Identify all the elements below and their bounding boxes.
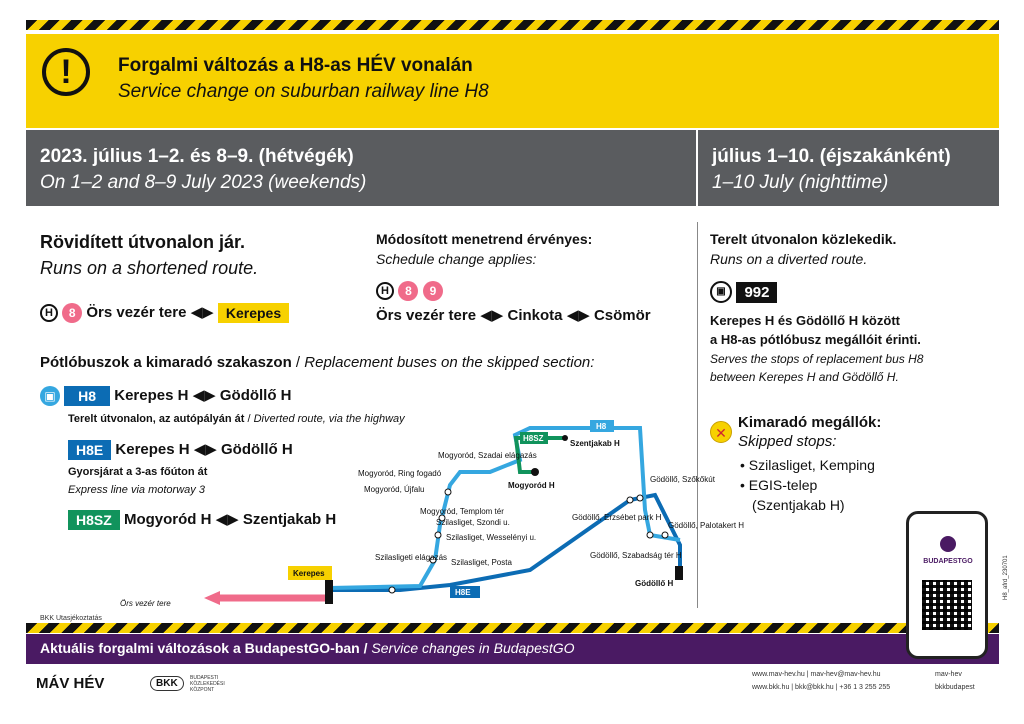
line-chip-h8e: H8E bbox=[68, 440, 111, 460]
shortened-en: Runs on a shortened route. bbox=[40, 258, 259, 278]
qr-code[interactable] bbox=[922, 580, 972, 630]
route-from: Örs vezér tere bbox=[86, 304, 187, 321]
map-label: H8 bbox=[596, 422, 607, 431]
schedule-en: Schedule change applies: bbox=[376, 251, 537, 267]
header-title-en: Service change on suburban railway line H8 bbox=[118, 81, 489, 102]
stop-ors: Örs vezér tere bbox=[376, 307, 477, 324]
note-h8e-hu: Gyorsjárat a 3-as főúton át bbox=[68, 466, 208, 478]
phone-graphic bbox=[906, 511, 988, 659]
header-title-hu: Forgalmi változás a H8-as HÉV vonalán bbox=[118, 55, 473, 76]
map-label: Gödöllő, Palotakert H bbox=[668, 521, 745, 530]
replacement-sep: / bbox=[295, 354, 301, 371]
map-label: Szilasliget, Wesselényi u. bbox=[446, 533, 537, 542]
line-badge-9: 9 bbox=[423, 281, 443, 301]
hazard-stripe-bottom bbox=[26, 623, 999, 633]
stop bbox=[647, 532, 653, 538]
map-label: Mogyoród H bbox=[508, 481, 555, 490]
night-desc-en-2: between Kerepes H and Gödöllő H. bbox=[710, 370, 899, 384]
arrow-icon: ◀▶ bbox=[566, 307, 590, 324]
stop-godollo bbox=[675, 566, 683, 580]
bkk-contacts[interactable]: www.bkk.hu | bkk@bkk.hu | +36 1 3 255 255 bbox=[752, 684, 891, 691]
stop bbox=[662, 532, 668, 538]
arrow-icon bbox=[204, 591, 220, 605]
night-bus bbox=[710, 281, 777, 303]
skipped-list bbox=[740, 455, 875, 515]
note-h8e-en: Express line via motorway 3 bbox=[68, 484, 205, 496]
route-h8: Kerepes H ◀▶ Gödöllő H bbox=[114, 387, 292, 404]
map-label: Mogyoród, Templom tér bbox=[420, 507, 504, 516]
schedule-hu: Módosított menetrend érvényes: bbox=[376, 231, 593, 247]
hazard-stripe-top bbox=[26, 20, 999, 30]
left-date-hu: 2023. július 1–2. és 8–9. (hétvégék) bbox=[40, 146, 354, 167]
night-desc-en-1: Serves the stops of replacement bus H8 bbox=[710, 352, 924, 366]
bus-icon: ▣ bbox=[40, 386, 60, 406]
hev-icon: H bbox=[40, 304, 58, 322]
arrow-icon: ◀▶ bbox=[480, 307, 504, 324]
h8e-route bbox=[330, 495, 680, 590]
stop bbox=[637, 495, 643, 501]
line-badge: 8 bbox=[62, 303, 82, 323]
stop-csomor: Csömör bbox=[593, 307, 651, 324]
stop-cinkota: Cinkota bbox=[507, 307, 563, 324]
skipped-icon: ✕ bbox=[710, 421, 732, 443]
map-label: Szentjakab H bbox=[570, 439, 620, 448]
schedule-route bbox=[376, 306, 651, 324]
schedule-lines bbox=[376, 281, 443, 301]
note-h8: Terelt útvonalon, az autópályán át / Diverted route, via the highway bbox=[68, 413, 405, 425]
map-label: Szilasliget, Posta bbox=[451, 558, 512, 567]
map-label: Mogyoród, Szadai elágazás bbox=[438, 451, 537, 460]
mav-social[interactable]: mav-hev bbox=[935, 671, 962, 678]
bkk-logo: BKK bbox=[150, 676, 184, 691]
night-desc-hu-2: a H8-as pótlóbusz megállóit érinti. bbox=[710, 332, 921, 347]
shortened-hu: Rövidített útvonalon jár. bbox=[40, 232, 246, 252]
replacement-line-h8 bbox=[40, 386, 292, 406]
map-label: H8E bbox=[455, 588, 471, 597]
right-date-band bbox=[698, 130, 999, 206]
route-map bbox=[120, 410, 745, 610]
line-badge-8: 8 bbox=[398, 281, 418, 301]
map-label: Örs vezér tere bbox=[120, 599, 171, 608]
replacement-heading bbox=[40, 354, 594, 371]
map-label: Mogyoród, Ring fogadó bbox=[358, 469, 442, 478]
warning-icon: ! bbox=[42, 48, 90, 96]
night-desc-hu-1: Kerepes H és Gödöllő H között bbox=[710, 313, 900, 328]
stop bbox=[562, 435, 568, 441]
left-date-en: On 1–2 and 8–9 July 2023 (weekends) bbox=[40, 172, 367, 193]
bkk-sub: BUDAPESTI KÖZLEKEDÉSI KÖZPONT bbox=[190, 675, 225, 693]
map-label: Szilasliget, Szondi u. bbox=[436, 518, 510, 527]
stop-kerepes bbox=[325, 580, 333, 604]
night-en: Runs on a diverted route. bbox=[710, 251, 868, 267]
map-label: Mogyoród, Újfalu bbox=[364, 485, 425, 494]
stop bbox=[627, 497, 633, 503]
footer-app-band bbox=[26, 634, 999, 664]
map-label: H8SZ bbox=[523, 434, 544, 443]
shortened-route bbox=[40, 303, 289, 323]
stop bbox=[435, 532, 441, 538]
replacement-hu: Pótlóbuszok a kimaradó szakaszon bbox=[40, 354, 292, 371]
skipped-hu: Kimaradó megállók: bbox=[738, 414, 882, 431]
bkk-social[interactable]: bkkbudapest bbox=[935, 684, 975, 691]
budapestgo-logo-icon bbox=[940, 536, 956, 552]
route-h8e: Kerepes H ◀▶ Gödöllő H bbox=[115, 441, 293, 458]
map-label: Gödöllő, Szőkőkút bbox=[650, 475, 715, 484]
budapestgo-label: BUDAPESTGO bbox=[923, 558, 973, 565]
map-credit: BKK Utasjékoztatás bbox=[40, 615, 102, 622]
line-chip-h8: H8 bbox=[64, 386, 110, 406]
map-label: Gödöllő, Szabadság tér H bbox=[590, 551, 682, 560]
stop bbox=[389, 587, 395, 593]
footer-app-text: Aktuális forgalmi változások a BudapestGO-ban / Service changes in BudapestGO bbox=[40, 640, 575, 656]
hev-icon: H bbox=[376, 282, 394, 300]
skipped-en: Skipped stops: bbox=[738, 433, 837, 450]
map-label: Gödöllő, Erzsébet park H bbox=[572, 513, 662, 522]
right-date-hu: július 1–10. (éjszakánként) bbox=[712, 146, 951, 167]
right-date-en: 1–10 July (nighttime) bbox=[712, 172, 889, 193]
route-h8sz: Mogyoród H ◀▶ Szentjakab H bbox=[123, 511, 337, 528]
stop bbox=[531, 468, 539, 476]
map-label: Kerepes bbox=[293, 569, 325, 578]
night-hu: Terelt útvonalon közlekedik. bbox=[710, 231, 897, 247]
map-label: Szilasligeti elágazás bbox=[375, 553, 448, 562]
route-to: Kerepes bbox=[218, 303, 289, 323]
document-code: H8_afrd_230701 bbox=[1003, 555, 1009, 600]
skipped-item: • Szilasliget, Kemping bbox=[740, 457, 875, 473]
line-chip-h8sz: H8SZ bbox=[68, 510, 120, 530]
replacement-en: Replacement buses on the skipped section: bbox=[304, 354, 595, 371]
bus-icon: ▣ bbox=[710, 281, 732, 303]
mav-contacts[interactable]: www.mav-hev.hu | mav-hev@mav-hev.hu bbox=[752, 671, 881, 678]
map-label: Gödöllő H bbox=[635, 579, 674, 588]
arrow-icon: ◀▶ bbox=[190, 304, 214, 321]
left-date-band bbox=[26, 130, 696, 206]
mav-hev-logo: MÁV HÉV bbox=[36, 675, 105, 692]
skipped-item: (Szentjakab H) bbox=[752, 497, 845, 513]
night-bus-number: 992 bbox=[736, 282, 777, 303]
skipped-item: • EGIS-telep bbox=[740, 477, 818, 493]
stop bbox=[445, 489, 451, 495]
